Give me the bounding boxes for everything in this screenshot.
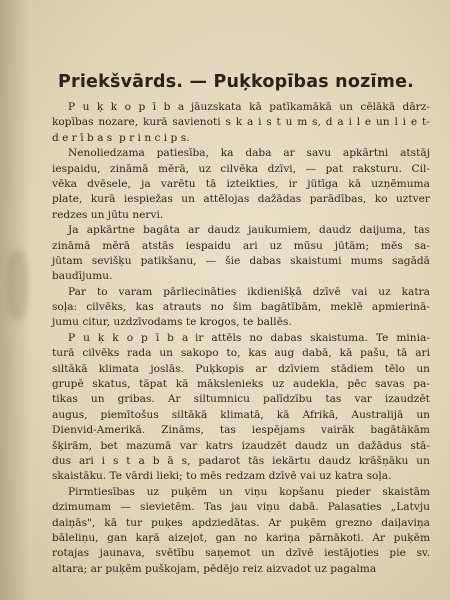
body-text — [52, 100, 430, 577]
page-heading: Priekšvārds. — Puķkopības nozīme. — [58, 72, 415, 92]
text-line: soļa: cilvēks, kas atrauts no šim bagātībām, meklē apmierinā- — [52, 301, 430, 314]
text-line: tikas un gribas. Ar siltumnicu palīdzību tas var izaudzēt — [52, 393, 430, 406]
text-line: P u ķ k o p ī b a ir attēls no dabas skaistuma. Te minia- — [68, 331, 430, 344]
text-line: P u ķ k o p ī b a jāuzskata kā patīkamākā un cēlākā dārz- — [68, 101, 430, 113]
text-line: dzimumam — sievietēm. Tas jau viņu dabā. Palasaties „Latvju — [52, 501, 430, 514]
paper-stain — [6, 250, 28, 320]
paragraph — [52, 223, 430, 285]
text-line: siltākā klimata joslās. Puķkopis ar dzīviem stādiem tēlo un — [52, 362, 430, 375]
text-line: redzes un jūtu nervi. — [52, 208, 164, 221]
text-line: iespaidu, zināmā mērā, uz cilvēka dzīvi, — pat raksturu. Cil- — [52, 162, 430, 175]
text-line: Dienvid-Amerikā. Zināms, tas iespējams vairāk bagātākām — [52, 424, 430, 437]
paragraph — [52, 285, 430, 331]
text-line: altara; ar puķēm puškojam, pēdējo reiz aizvadot uz pagalma — [52, 562, 377, 575]
text-line: Pirmtiesības uz puķēm un viņu kopšanu pieder skaistām — [68, 485, 430, 498]
text-line: kopības nozare, kurā savienoti s k a i s t u m s, d a i l e un l i e t- — [52, 116, 430, 129]
text-line: Par to varam pārliecināties ikdienišķā dzīvē vai uz katra — [68, 285, 430, 298]
text-line: turā cilvēks rada un sakopo to, kas aug dabā, kā pašu, tā ari — [52, 347, 430, 360]
text-line: daiņās", kā tur puķes apdziedātas. Ar puķēm grezno daiļaviņa — [52, 516, 430, 529]
text-line: dus ari i s t a b ā s, padarot tās iekārtu daudz krāšņāku un — [52, 454, 430, 467]
paragraph — [52, 146, 430, 223]
text-line: jūtam sevišķu patikšanu, — šie dabas skaistumi mums sagādā — [52, 254, 430, 267]
text-line: rotajas jaunava, svētību saņemot un dzīvē iestājoties pie sv. — [52, 547, 430, 560]
text-line: d e r ī b a s p r i n c i p s. — [52, 131, 190, 144]
text-line: plate, kurā iespiežas un attēlojas dažādas parādības, ko uztver — [52, 193, 430, 206]
text-line: šķirām, bet mazumā var katrs izaudzēt daudz un dažādus stā- — [52, 439, 430, 452]
text-line: Ja apkārtne bagāta ar daudz jaukumiem, daudz daijuma, tas — [68, 224, 430, 237]
paragraph — [52, 485, 430, 577]
text-line: bāleliņu, gan kaŗā aizejot, gan no kariņa pārnākoti. Ar puķēm — [52, 531, 430, 544]
text-line: zināmā mērā atstās iespaidu ari uz mūsu jūtām; mēs sa- — [52, 239, 430, 252]
text-line: augus, piemītošus siltākā klimatā, kā Afrikā, Australijā un — [52, 408, 430, 421]
text-line: Nenoliedzama patiesība, ka daba ar savu apkārtni atstāj — [68, 147, 430, 160]
text-line: baudījumu. — [52, 270, 113, 283]
text-line: vēka dvēsele, ja varētu tā izteikties, ir jūtīga kā uzņēmuma — [52, 177, 430, 190]
paragraph — [52, 331, 430, 485]
text-line: skaistāku. Te vārdi lieki; to mēs redzam dzīvē vai uz katra soļa. — [52, 470, 392, 483]
text-line: grupē skatus, tāpat kā mākslenieks uz audekla, pēc savas pa- — [52, 378, 430, 391]
text-line: jumu citur, uzdzīvodams te krogos, te ballēs. — [52, 316, 292, 329]
paragraph — [52, 100, 430, 146]
